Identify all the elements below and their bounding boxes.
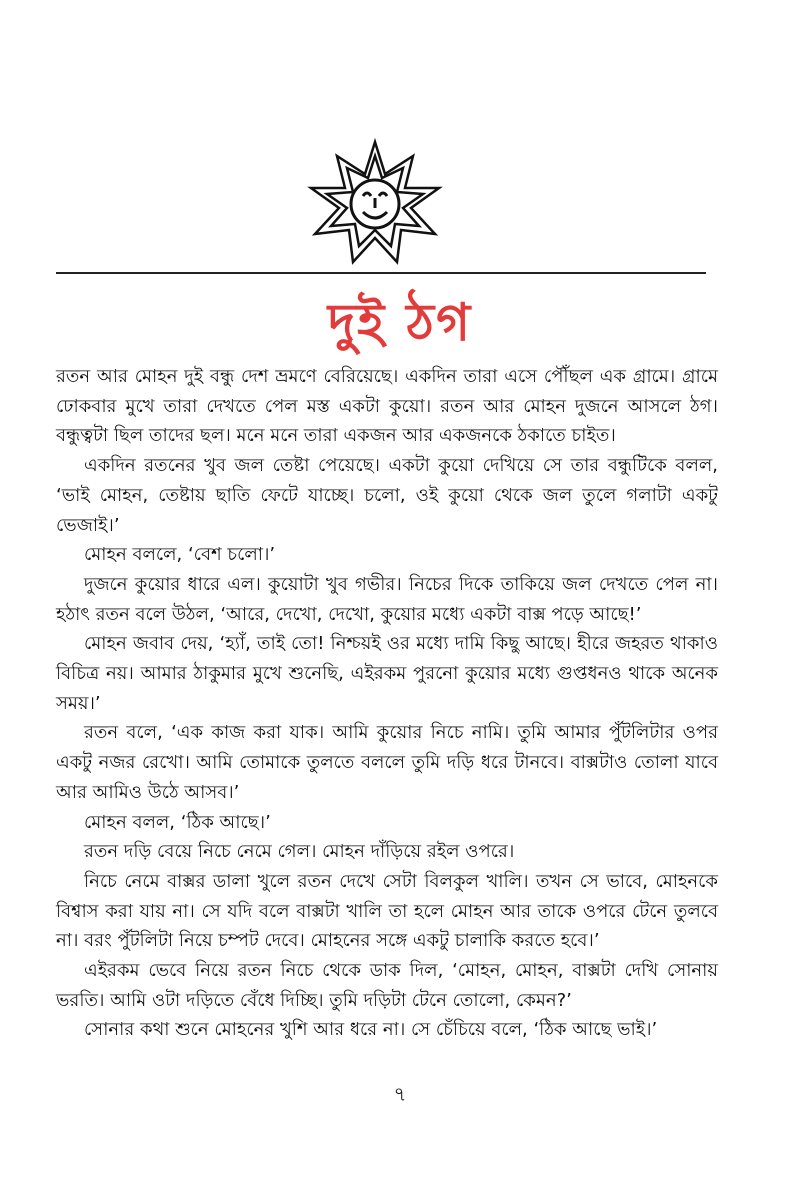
page-number: ৭ — [393, 1082, 407, 1106]
paragraph: মোহন বলল, ‘ঠিক আছে।’ — [84, 811, 271, 833]
title-divider — [56, 272, 706, 274]
paragraph: রতন দড়ি বেয়ে নিচে নেমে গেল। মোহন দাঁড়িয়ে রইল ওপরে। — [84, 841, 515, 863]
paragraph: মোহন বললে, ‘বেশ চলো।’ — [84, 544, 276, 566]
story-title: দুই ঠগ — [327, 292, 473, 353]
paragraph: একদিন রতনের খুব জল তেষ্টা পেয়েছে। একটা কুয়ো দেখিয়ে সে তার বন্ধুটিকে বলল, ‘ভাই মোহন, তেষ্টায় ছাতি ফেটে যাচ্ছে। চলো, ওই কুয়ো থেকে জল তুলে গলাটা একটু ভেজাই।’ — [56, 455, 718, 536]
paragraph: মোহন জবাব দেয়, ‘হ্যাঁ, তাই তো! নিশ্চয়ই ওর মধ্যে দামি কিছু আছে। হীরে জহরত থাকাও বিচিত্র নয়। আমার ঠাকুমার মুখে শুনেছি, এইরকম পুরনো কুয়োর মধ্যে গুপ্তধনও থাকে অনেক সময়।’ — [56, 633, 718, 714]
paragraph: রতন বলে, ‘এক কাজ করা যাক। আমি কুয়োর নিচে নামি। তুমি আমার পুঁটলিটার ওপর একটু নজর রেখো। আমি তোমাকে তুলতে বললে তুমি দড়ি ধরে টানবে। বাক্সটাও তোলা যাবে আর আমিও উঠে আসব।’ — [56, 722, 718, 803]
paragraph: সোনার কথা শুনে মোহনের খুশি আর ধরে না। সে চেঁচিয়ে বলে, ‘ঠিক আছে ভাই।’ — [84, 1019, 658, 1041]
paragraph: এইরকম ভেবে নিয়ে রতন নিচে থেকে ডাক দিল, ‘মোহন, মোহন, বাক্সটা দেখি সোনায় ভরতি। আমি ওটা দড়িতে বেঁধে দিচ্ছি। তুমি দড়িটা টেনে তোলো, কেমন?’ — [56, 960, 718, 1011]
story-body — [56, 362, 718, 1045]
sun-face-icon — [305, 138, 445, 266]
paragraph: দুজনে কুয়োর ধারে এল। কুয়োটা খুব গভীর। নিচের দিকে তাকিয়ে জল দেখতে পেল না। হঠাৎ রতন বলে উঠল, ‘আরে, দেখো, দেখো, কুয়োর মধ্যে একটা বাক্স পড়ে আছে!’ — [56, 573, 718, 625]
paragraph: নিচে নেমে বাক্সর ডালা খুলে রতন দেখে সেটা বিলকুল খালি। তখন সে ভাবে, মোহনকে বিশ্বাস করা যায় না। সে যদি বলে বাক্সটা খালি তা হলে মোহন আর তাকে ওপরে টেনে তুলবে না। বরং পুঁটলিটা নিয়ে চম্পট দেবে। মোহনের সঙ্গে একটু চালাকি করতে হবে।’ — [56, 870, 718, 952]
paragraph: রতন আর মোহন দুই বন্ধু দেশ ভ্রমণে বেরিয়েছে। একদিন তারা এসে পৌঁছল এক গ্রামে। গ্রামে ঢোকবার মুখে তারা দেখতে পেল মস্ত একটা কুয়ো। রতন আর মোহন দুজনে আসলে ঠগ। বন্ধুত্বটা ছিল তাদের ছল। মনে মনে তারা একজন আর একজনকে ঠকাতে চাইত। — [56, 366, 718, 447]
